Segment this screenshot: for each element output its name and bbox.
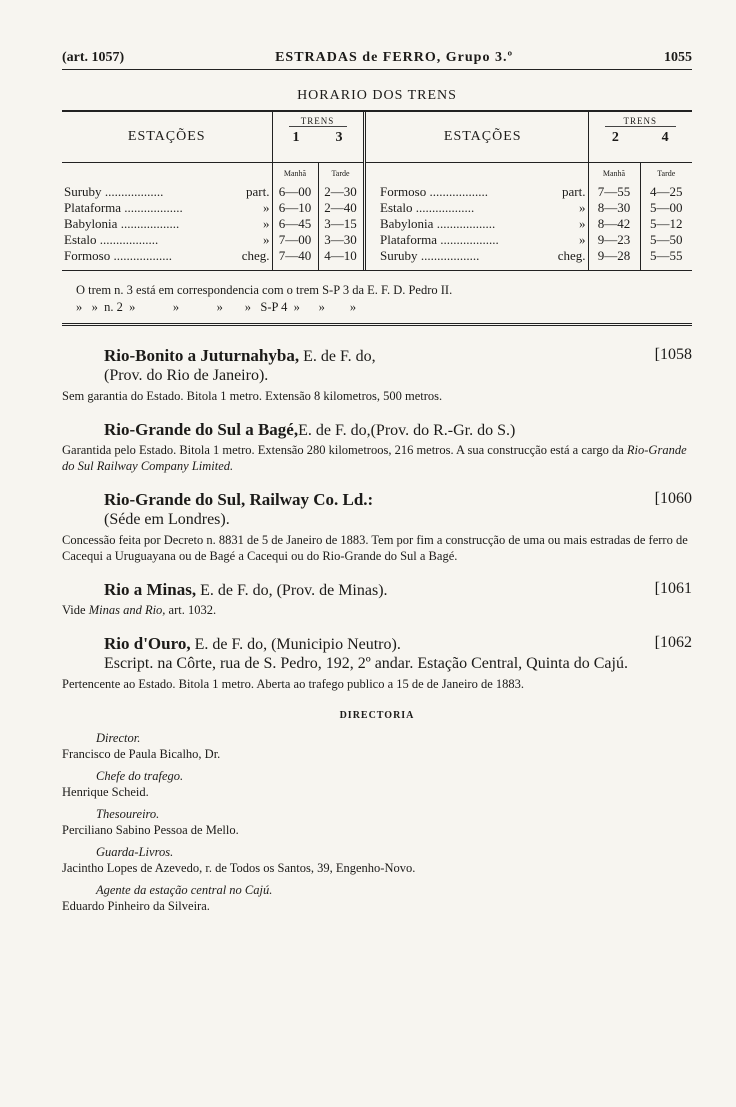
- entry-text: [62, 532, 692, 564]
- directory-name: Francisco de Paula Bicalho, Dr.: [62, 747, 221, 761]
- leader-dots: ..................: [96, 232, 159, 247]
- railway-entry: [62, 634, 692, 692]
- station-flag: »: [579, 200, 586, 215]
- directory-role: Director.: [96, 731, 141, 745]
- railway-entry: [62, 490, 692, 564]
- entry-subtitle: (Séde em Londres).: [104, 511, 230, 528]
- station-name: [62, 248, 222, 264]
- departure-time: 9—28: [588, 248, 640, 264]
- leader-dots: ..................: [117, 216, 180, 231]
- timetable-title: HORARIO DOS TRENS: [297, 88, 457, 103]
- station-name: [62, 200, 222, 216]
- entry-text-italic: Rio-Grande do Sul Railway Company Limited.: [62, 443, 687, 473]
- directory-heading: DIRECTORIA: [339, 710, 415, 721]
- leader-dots: ..................: [426, 184, 488, 199]
- leader-dots: ..................: [412, 200, 475, 215]
- directory-role: Guarda-Livros.: [96, 845, 174, 859]
- running-header: [62, 50, 692, 66]
- station-flag: part.: [246, 184, 270, 199]
- trains-header-right: [588, 112, 692, 162]
- column-divider: [364, 232, 378, 248]
- timetable-row: [62, 200, 692, 216]
- station-flag: part.: [562, 184, 586, 199]
- entry-title-rest: E. de F. do,(Prov. do R.-Gr. do S.): [298, 422, 516, 439]
- timetable-row: [62, 216, 692, 232]
- train-number: 1: [292, 130, 300, 145]
- station-label: Babylonia: [380, 216, 434, 231]
- entry-subtitle: Escript. na Côrte, rua de S. Pedro, 192, 2º andar. Estação Central, Quinta do Cajú.: [104, 655, 628, 672]
- station-label: Suruby: [64, 184, 102, 199]
- train-number: 3: [335, 130, 343, 145]
- station-name: [62, 216, 222, 232]
- departure-time: 7—55: [588, 184, 640, 200]
- directory-name: Perciliano Sabino Pessoa de Mello.: [62, 823, 239, 837]
- entry-number: [1060: [654, 490, 692, 507]
- railway-entry: [62, 346, 692, 404]
- entry-text-main: Vide: [62, 603, 89, 617]
- entries-list: [62, 346, 692, 692]
- time-label: Tarde: [640, 162, 692, 184]
- column-divider: [364, 200, 378, 216]
- entry-text: [62, 676, 692, 692]
- entry-number: [1062: [654, 634, 692, 651]
- entry-text: [62, 602, 692, 618]
- station-flag: cheg.: [557, 248, 586, 263]
- station-label: Formoso: [380, 184, 427, 199]
- column-divider: [364, 216, 378, 232]
- station-flag: »: [263, 200, 270, 215]
- entry-text-main: Garantida pelo Estado. Bitola 1 metro. Extensão 280 kilometroos, 216 metros. A sua construcção está a cargo da: [62, 443, 627, 457]
- station-label: Babylonia: [64, 216, 118, 231]
- departure-time: 4—25: [640, 184, 692, 200]
- departure-time: 5—00: [640, 200, 692, 216]
- departure-time: 7—00: [272, 232, 318, 248]
- directory-name: Jacintho Lopes de Azevedo, r. de Todos os Santos, 39, Engenho-Novo.: [62, 861, 416, 875]
- departure-time: 5—50: [640, 232, 692, 248]
- departure-time: 3—15: [318, 216, 364, 232]
- trains-label-left: TRENS: [289, 116, 347, 127]
- departure-time: 8—30: [588, 200, 640, 216]
- directory-item: [62, 768, 692, 800]
- timetable-bottom-rule: [62, 270, 692, 271]
- trains-label-right: TRENS: [605, 116, 677, 127]
- column-divider: [364, 184, 378, 200]
- header-center: ESTRADAS de FERRO, Grupo 3.º: [275, 50, 514, 65]
- directory-role: Chefe do trafego.: [96, 769, 184, 783]
- entry-title-rest: E. de F. do, (Municipio Neutro).: [190, 636, 401, 653]
- station-name: [62, 232, 222, 248]
- entry-number: [1061: [654, 580, 692, 597]
- header-rule: [62, 69, 692, 70]
- directory-role: Thesoureiro.: [96, 807, 160, 821]
- entry-subtitle: (Prov. do Rio de Janeiro).: [104, 367, 269, 384]
- time-label: Manhã: [588, 162, 640, 184]
- time-label: Tarde: [318, 162, 364, 184]
- timetable-row: [62, 248, 692, 264]
- station-name: [378, 248, 538, 264]
- entry-text: [62, 388, 692, 404]
- station-label: Plataforma: [380, 232, 438, 247]
- directory-list: [62, 730, 692, 914]
- station-flag: »: [263, 232, 270, 247]
- entry-title-rest: E. de F. do,: [299, 348, 376, 365]
- leader-dots: ..................: [433, 216, 496, 231]
- departure-time: 6—10: [272, 200, 318, 216]
- entry-title: Rio a Minas,: [104, 580, 197, 599]
- departure-time: 9—23: [588, 232, 640, 248]
- station-label: Estalo: [380, 200, 413, 215]
- station-flag: cheg.: [241, 248, 270, 263]
- entry-number: [1058: [654, 346, 692, 363]
- timetable-note: O trem n. 3 está em correspondencia com o trem S-P 3 da E. F. D. Pedro II.: [76, 283, 453, 297]
- page: [62, 50, 692, 914]
- leader-dots: ..................: [417, 248, 480, 263]
- station-name: [378, 216, 538, 232]
- section-rule: [62, 323, 692, 326]
- column-divider: [364, 112, 378, 162]
- entry-text-after: art. 1032.: [165, 603, 217, 617]
- station-label: Suruby: [380, 248, 418, 263]
- departure-time: 8—42: [588, 216, 640, 232]
- timetable-note: » » n. 2 » » » » S-P 4 » » »: [76, 300, 357, 314]
- departure-time: 7—40: [272, 248, 318, 264]
- station-name: [378, 232, 538, 248]
- station-label: Plataforma: [64, 200, 122, 215]
- entry-title-rest: E. de F. do, (Prov. de Minas).: [196, 582, 388, 599]
- stations-header-right: ESTAÇÕES: [378, 112, 588, 162]
- station-label: Estalo: [64, 232, 97, 247]
- departure-time: 6—00: [272, 184, 318, 200]
- header-page-number: 1055: [663, 50, 692, 65]
- timetable-row: [62, 184, 692, 200]
- departure-time: 3—30: [318, 232, 364, 248]
- header-left: (art. 1057): [62, 50, 125, 65]
- leader-dots: ..................: [110, 248, 172, 263]
- leader-dots: ..................: [121, 200, 183, 215]
- leader-dots: ..................: [437, 232, 499, 247]
- entry-title: Rio-Grande do Sul, Railway Co. Ld.:: [104, 490, 374, 509]
- leader-dots: ..................: [101, 184, 164, 199]
- departure-time: 5—55: [640, 248, 692, 264]
- station-name: [378, 200, 538, 216]
- timetable-row: [62, 232, 692, 248]
- trains-header-left: [272, 112, 364, 162]
- entry-text: [62, 442, 692, 474]
- station-flag: »: [263, 216, 270, 231]
- train-number: 4: [661, 130, 669, 145]
- station-label: Formoso: [64, 248, 111, 263]
- departure-time: 6—45: [272, 216, 318, 232]
- entry-text-main: Sem garantia do Estado. Bitola 1 metro. Extensão 8 kilometros, 500 metros.: [62, 389, 443, 403]
- timetable: [62, 112, 692, 270]
- entry-title: Rio d'Ouro,: [104, 634, 191, 653]
- entry-title: Rio-Bonito a Juturnahyba,: [104, 346, 300, 365]
- station-flag: »: [579, 216, 586, 231]
- entry-text-main: Pertencente ao Estado. Bitola 1 metro. Aberta ao trafego publico a 15 de de Janeiro de 1883.: [62, 677, 524, 691]
- station-flag: »: [579, 232, 586, 247]
- directory-item: [62, 806, 692, 838]
- entry-text-main: Concessão feita por Decreto n. 8831 de 5 de Janeiro de 1883. Tem por fim a construcção de uma ou mais estradas de ferro de Cacequi a Uruguayana ou de Bagé a Cacequi ou do Rio-Grande do Sul a Bagé.: [62, 533, 688, 563]
- railway-entry: [62, 580, 692, 618]
- station-name: [62, 184, 222, 200]
- directory-name: Eduardo Pinheiro da Silveira.: [62, 899, 210, 913]
- directory-item: [62, 844, 692, 876]
- directory-role: Agente da estação central no Cajú.: [96, 883, 273, 897]
- time-label: Manhã: [272, 162, 318, 184]
- directory-name: Henrique Scheid.: [62, 785, 149, 799]
- entry-text-italic: Minas and Rio,: [88, 603, 166, 617]
- departure-time: 5—12: [640, 216, 692, 232]
- directory-item: [62, 882, 692, 914]
- directory-item: [62, 730, 692, 762]
- stations-header-left: ESTAÇÕES: [62, 112, 272, 162]
- entry-title: Rio-Grande do Sul a Bagé,: [104, 420, 299, 439]
- departure-time: 2—30: [318, 184, 364, 200]
- departure-time: 4—10: [318, 248, 364, 264]
- departure-time: 2—40: [318, 200, 364, 216]
- railway-entry: [62, 420, 692, 474]
- column-divider: [364, 248, 378, 264]
- station-name: [378, 184, 538, 200]
- train-number: 2: [611, 130, 619, 145]
